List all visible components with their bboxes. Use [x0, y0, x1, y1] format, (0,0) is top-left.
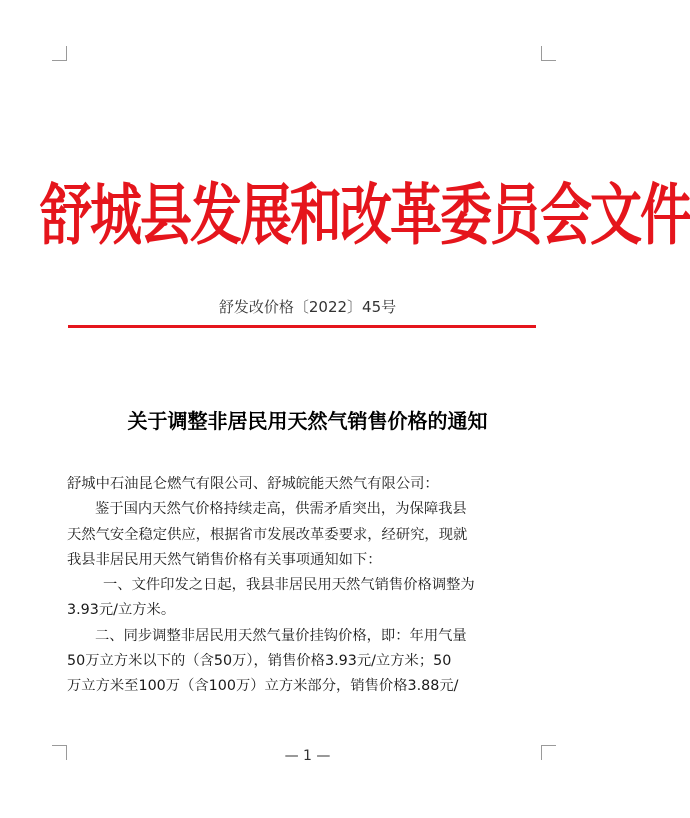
- body-line: 天然气安全稳定供应，根据省市发展改革委要求，经研究，现就: [67, 526, 468, 543]
- body-line-addressee: 舒城中石油昆仑燃气有限公司、舒城皖能天然气有限公司：: [67, 476, 439, 492]
- red-divider-line: [68, 325, 536, 328]
- body-line: 我县非居民用天然气销售价格有关事项通知如下：: [67, 551, 382, 568]
- notice-body: [67, 472, 547, 700]
- body-line: 3.93元/立方米。: [67, 602, 176, 619]
- crop-mark-top-right: [541, 46, 556, 61]
- body-line-item-2: 二、同步调整非居民用天然气量价挂钩价格，即：年用气量: [95, 627, 467, 644]
- page-number: — 1 —: [284, 748, 331, 764]
- notice-title: 关于调整非居民用天然气销售价格的通知: [127, 409, 488, 433]
- issuing-organization-header: 舒城县发展和改革委员会文件: [40, 176, 690, 255]
- crop-mark-top-left: [52, 46, 67, 61]
- body-line-item-1: 一、文件印发之日起，我县非居民用天然气销售价格调整为: [103, 577, 475, 594]
- body-line: 50万立方米以下的（含50万），销售价格3.93元/立方米；50: [67, 653, 452, 670]
- document-number: 舒发改价格〔2022〕45号: [218, 298, 397, 316]
- body-line: 鉴于国内天然气价格持续走高，供需矛盾突出，为保障我县: [95, 501, 467, 518]
- body-line: 万立方米至100万（含100万）立方米部分，销售价格3.88元/: [67, 678, 459, 695]
